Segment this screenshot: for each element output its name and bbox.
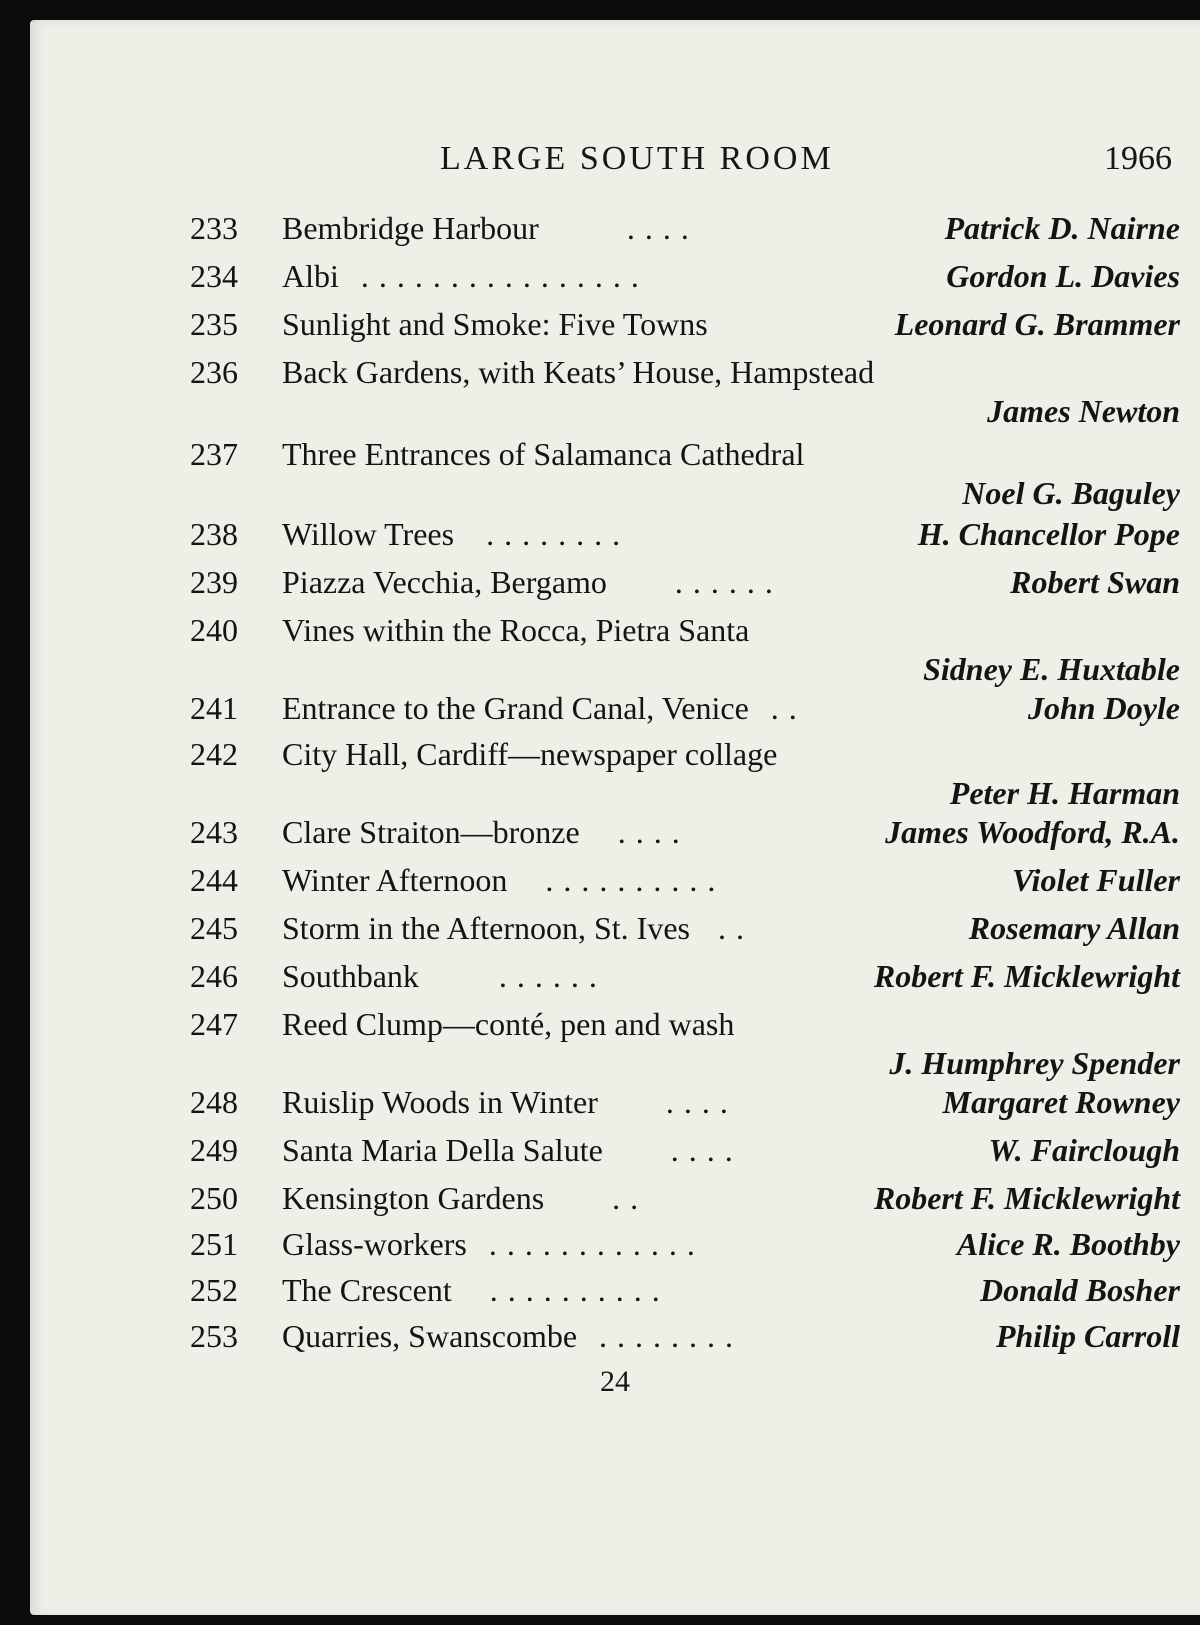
entry-title: Santa Maria Della Salute: [282, 1132, 603, 1168]
entry-line: [282, 1318, 1180, 1355]
entry-artist: Violet Fuller: [1011, 862, 1180, 898]
entry-artist: Gordon L. Davies: [946, 258, 1180, 294]
entry-artist: H. Chancellor Pope: [917, 516, 1180, 552]
entry-line: [282, 564, 1180, 601]
entry-line: [282, 1006, 1180, 1043]
entry-title: Winter Afternoon: [282, 862, 508, 898]
entry-artist: Patrick D. Nairne: [944, 210, 1180, 246]
catalogue-year: 1966: [1104, 140, 1172, 177]
entry-number: 242: [190, 736, 238, 772]
entry-title: The Crescent: [282, 1272, 452, 1308]
dot-leader: . .: [770, 690, 798, 726]
entry-artist: Rosemary Allan: [968, 910, 1180, 946]
entry-title: Ruislip Woods in Winter: [282, 1084, 598, 1120]
entry-title: Albi: [282, 258, 339, 294]
entry-line: [282, 1272, 1180, 1309]
entry-artist: John Doyle: [1028, 690, 1180, 726]
entry-number: 246: [190, 958, 238, 994]
entry-number: 247: [190, 1006, 238, 1042]
entry-number: 237: [190, 436, 238, 472]
entry-line: [282, 1180, 1180, 1217]
entry-number: 253: [190, 1318, 238, 1354]
entry-title: Quarries, Swanscombe: [282, 1318, 578, 1354]
entry-title: Three Entrances of Salamanca Cathedral: [282, 436, 805, 472]
running-header: [30, 140, 1200, 180]
entry-number: 249: [190, 1132, 238, 1168]
entry-number: 244: [190, 862, 238, 898]
entry-number: 236: [190, 354, 238, 390]
entry-line: [282, 210, 1180, 247]
entry-line: [282, 1132, 1180, 1169]
entry-artist: Donald Bosher: [979, 1272, 1180, 1308]
entry-line: [282, 958, 1180, 995]
entry-line: [282, 612, 1180, 649]
entry-number: 248: [190, 1084, 238, 1120]
entry-line: [282, 862, 1180, 899]
entry-line: [282, 354, 1180, 391]
entry-artist: James Newton: [987, 393, 1180, 429]
entry-number: 238: [190, 516, 238, 552]
entry-title: Southbank: [282, 958, 419, 994]
page-number: 24: [600, 1365, 630, 1398]
dot-leader: . . . .: [665, 1084, 729, 1120]
entry-number: 251: [190, 1226, 238, 1262]
dot-leader: . . . .: [670, 1132, 734, 1168]
entry-number: 241: [190, 690, 238, 726]
dot-leader: . . . .: [626, 210, 690, 246]
entry-number: 234: [190, 258, 238, 294]
dot-leader: . . . . . . . .: [599, 1318, 735, 1354]
entry-artist: Sidney E. Huxtable: [923, 651, 1180, 687]
dot-leader: . . . . . .: [674, 564, 774, 600]
entry-line: [282, 258, 1180, 295]
entry-number: 235: [190, 306, 238, 342]
entry-title: Reed Clump—conté, pen and wash: [282, 1006, 735, 1042]
entry-artist: Peter H. Harman: [949, 775, 1180, 811]
entry-artist: Alice R. Boothby: [956, 1226, 1180, 1262]
entry-number: 252: [190, 1272, 238, 1308]
catalogue-page: [30, 20, 1200, 1615]
entry-title: Sunlight and Smoke: Five Towns: [282, 306, 708, 342]
room-title: LARGE SOUTH ROOM: [440, 140, 834, 177]
entry-number: 239: [190, 564, 238, 600]
entry-number: 243: [190, 814, 238, 850]
entry-artist: Robert F. Micklewright: [873, 958, 1180, 994]
entry-number: 240: [190, 612, 238, 648]
entry-artist: Leonard G. Brammer: [894, 306, 1180, 342]
entry-number: 245: [190, 910, 238, 946]
entry-title: Clare Straiton—bronze: [282, 814, 580, 850]
entry-artist: W. Fairclough: [988, 1132, 1180, 1168]
dot-leader: . . . . . . . . . . . . . . . .: [360, 258, 640, 294]
entry-title: Piazza Vecchia, Bergamo: [282, 564, 607, 600]
dot-leader: . . . . . . . . . .: [545, 862, 717, 898]
entry-line: [282, 1084, 1180, 1121]
entry-artist: Robert F. Micklewright: [873, 1180, 1180, 1216]
entry-line: [282, 910, 1180, 947]
entry-line: [282, 436, 1180, 473]
dot-leader: . . . .: [617, 814, 681, 850]
dot-leader: . . . . . . . . . .: [489, 1272, 661, 1308]
dot-leader: . . . . . . . . . . . .: [488, 1226, 696, 1262]
entry-artist: J. Humphrey Spender: [889, 1045, 1180, 1081]
entry-number: 233: [190, 210, 238, 246]
entry-number: 250: [190, 1180, 238, 1216]
entry-artist: Robert Swan: [1010, 564, 1180, 600]
entry-line: [282, 736, 1180, 773]
entry-line: [282, 516, 1180, 553]
entry-title: City Hall, Cardiff—newspaper collage: [282, 736, 778, 772]
dot-leader: . .: [612, 1180, 640, 1216]
entry-title: Back Gardens, with Keats’ House, Hampstead: [282, 354, 875, 390]
dot-leader: . . . . . . . .: [486, 516, 622, 552]
dot-leader: . . . . . .: [498, 958, 598, 994]
entry-artist: James Woodford, R.A.: [885, 814, 1180, 850]
entry-title: Willow Trees: [282, 516, 455, 552]
entry-title: Storm in the Afternoon, St. Ives: [282, 910, 690, 946]
entry-title: Glass-workers: [282, 1226, 467, 1262]
entry-line: [282, 814, 1180, 851]
entry-artist: Noel G. Baguley: [962, 475, 1180, 511]
entry-line: [282, 1226, 1180, 1263]
entry-artist: Philip Carroll: [995, 1318, 1180, 1354]
entry-line: [282, 306, 1180, 343]
entry-title: Kensington Gardens: [282, 1180, 545, 1216]
entry-title: Bembridge Harbour: [282, 210, 539, 246]
entry-title: Entrance to the Grand Canal, Venice: [282, 690, 749, 726]
entry-line: [282, 690, 1180, 727]
entry-title: Vines within the Rocca, Pietra Santa: [282, 612, 750, 648]
dot-leader: . .: [717, 910, 745, 946]
entry-artist: Margaret Rowney: [942, 1084, 1180, 1120]
